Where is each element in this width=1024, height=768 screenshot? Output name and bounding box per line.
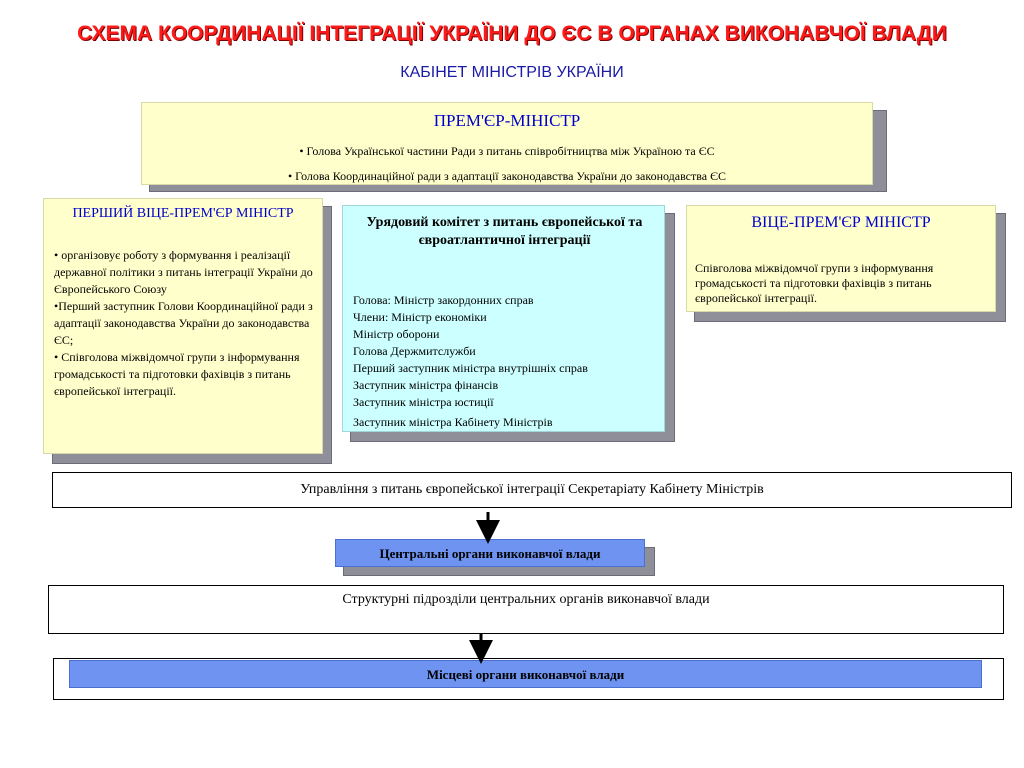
local-bodies-box: Місцеві органи виконавчої влади xyxy=(69,660,982,688)
prime-minister-role-2: • Голова Координаційної ради з адаптації законодавства України до законодавства ЄС xyxy=(287,169,727,183)
structural-units-box: Структурні підрозділи центральних органів виконавчої влади xyxy=(48,585,1004,634)
first-vice-pm-heading: ПЕРШИЙ ВІЦЕ-ПРЕМ'ЄР МІНІСТР xyxy=(72,206,294,221)
first-vice-pm-duty: • Співголова міжвідомчої групи з інформування громадськості та підготовки фахівців з питань європейської інтеграції. xyxy=(54,350,300,398)
first-vice-pm-duty: •Перший заступник Голови Координаційної ради з адаптації законодавства України до законодавства ЄС; xyxy=(54,299,313,347)
eu-integration-management-box: Управління з питань європейської інтеграції Секретаріату Кабінету Міністрів xyxy=(52,472,1012,508)
first-vice-pm-duty: • організовує роботу з формування і реалізації державної політики з питань інтеграції України до Європейського Союзу xyxy=(54,248,313,296)
vice-pm-duties: Співголова міжвідомчої групи з інформування громадськості та підготовки фахівців з питань європейської інтеграції. xyxy=(695,261,934,305)
prime-minister-heading: ПРЕМ'ЄР-МІНІСТР xyxy=(433,111,581,130)
committee-member: Заступник міністра фінансів xyxy=(353,378,499,392)
committee-member: Заступник міністра юстиції xyxy=(353,395,494,409)
committee-member: Голова Держмитслужби xyxy=(353,344,476,358)
vice-pm-heading: ВІЦЕ-ПРЕМ'ЄР МІНІСТР xyxy=(751,214,931,231)
prime-minister-role-1: • Голова Української частини Ради з питань співробітництва між Україною та ЄС xyxy=(299,144,715,158)
committee-member: Члени: Міністр економіки xyxy=(353,310,487,324)
committee-member: Перший заступник міністра внутрішніх справ xyxy=(353,361,588,375)
committee-member: Міністр оборони xyxy=(353,327,440,341)
committee-member: Заступник міністра Кабінету Міністрів xyxy=(353,415,553,429)
central-bodies-box: Центральні органи виконавчої влади xyxy=(335,539,645,567)
diagram-title: СХЕМА КООРДИНАЦІЇ ІНТЕГРАЦІЇ УКРАЇНИ ДО ЄС В ОРГАНАХ ВИКОНАВЧОЇ ВЛАДИ xyxy=(77,22,947,45)
committee-heading: Урядовий комітет з питань європейської та євроатлантичної інтеграції xyxy=(366,215,643,248)
committee-member: Голова: Міністр закордонних справ xyxy=(353,293,534,307)
diagram-subtitle: КАБІНЕТ МІНІСТРІВ УКРАЇНИ xyxy=(400,64,624,81)
